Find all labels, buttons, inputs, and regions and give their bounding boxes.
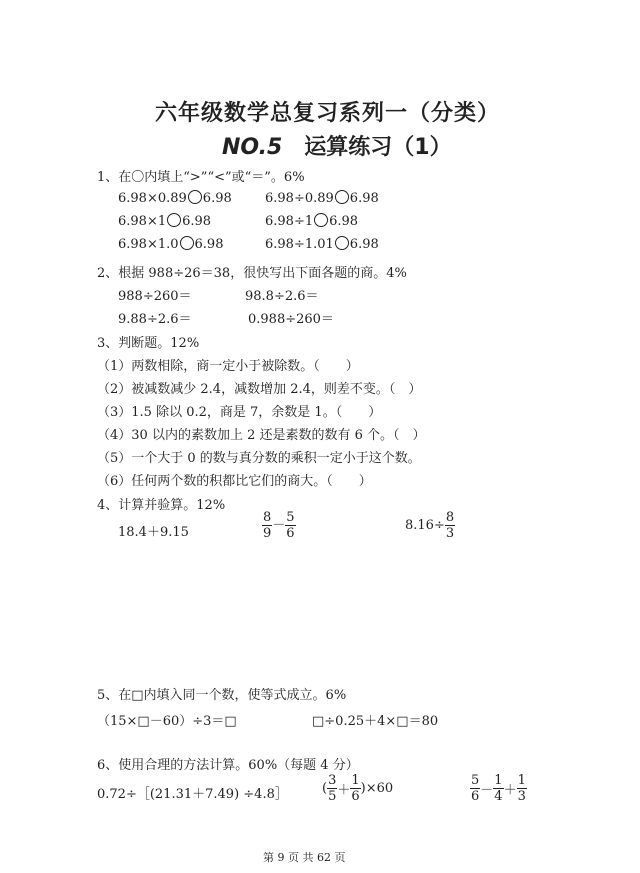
fraction: $\frac{1}{4}$	[494, 773, 503, 804]
answer-circle[interactable]	[335, 190, 349, 204]
q2-item-3: 9.88÷2.6＝	[118, 312, 192, 327]
page-title: 六年级数学总复习系列一（分类）	[155, 101, 501, 126]
q1-item-2: 6.98÷0.89 6.98	[265, 191, 379, 206]
q3-item-6: （6）任何两个数的积都比它们的商大。（ ）	[97, 474, 372, 489]
q1-item-6: 6.98÷1.01 6.98	[265, 237, 379, 252]
page-subtitle	[222, 130, 452, 161]
q1-item-3: 6.98×1 6.98	[118, 214, 212, 229]
q6-expr-3: $\frac{5}{6}$ － $\frac{1}{4}$ ＋ $\frac{1}{3}$	[471, 773, 526, 804]
q4-heading: 4、计算并验算。12%	[97, 498, 226, 513]
fraction: $\frac{5}{6}$	[471, 773, 480, 804]
q4-expr-2: $\frac{8}{9}$ － $\frac{5}{6}$	[263, 510, 295, 541]
q2-item-4: 0.988÷260＝	[248, 312, 334, 327]
fraction: $\frac{5}{6}$	[286, 510, 295, 541]
subtitle-number: NO.5	[222, 135, 283, 160]
answer-circle[interactable]	[335, 236, 349, 250]
q1-item-4: 6.98÷1 6.98	[265, 214, 359, 229]
q3-item-5: （5）一个大于 0 的数与真分数的乘积一定小于这个数。	[97, 451, 421, 466]
q3-item-4: （4）30 以内的素数加上 2 还是素数的数有 6 个。（ ）	[97, 428, 426, 443]
q5-expr-1: （15×□－60）÷3＝□	[97, 714, 237, 729]
fraction: $\frac{3}{5}$	[328, 773, 337, 804]
q1-item-1: 6.98×0.89 6.98	[118, 191, 232, 206]
q5-expr-2: □÷0.25＋4×□＝80	[312, 714, 439, 729]
q5-heading: 5、在□内填入同一个数，使等式成立。6%	[97, 688, 347, 703]
q2-item-2: 98.8÷2.6＝	[245, 289, 319, 304]
q2-item-1: 988÷260＝	[118, 289, 192, 304]
q3-item-1: （1）两数相除，商一定小于被除数。（ ）	[97, 359, 359, 374]
q1-heading: 1、在〇内填上“>”“<”或“＝”。6%	[97, 170, 305, 185]
answer-circle[interactable]	[188, 190, 202, 204]
q3-item-2: （2）被减数减少 2.4，减数增加 2.4，则差不变。（ ）	[97, 382, 422, 397]
q6-expr-1: 0.72÷［(21.31＋7.49) ÷4.8］	[97, 787, 288, 802]
subtitle-name: 运算练习（1）	[304, 135, 452, 160]
answer-circle[interactable]	[167, 213, 181, 227]
q1-item-5: 6.98×1.0 6.98	[118, 237, 224, 252]
q3-heading: 3、判断题。12%	[97, 336, 200, 351]
fraction: $\frac{1}{3}$	[517, 773, 526, 804]
answer-circle[interactable]	[314, 213, 328, 227]
page-footer: 第 9 页 共 62 页	[263, 851, 346, 864]
fraction: $\frac{8}{9}$	[263, 510, 272, 541]
q6-expr-2: ( $\frac{3}{5}$ ＋ $\frac{1}{6}$ )×60	[322, 773, 394, 804]
q4-expr-1: 18.4＋9.15	[118, 525, 189, 540]
q3-item-3: （3）1.5 除以 0.2，商是 7，余数是 1。（ ）	[97, 405, 382, 420]
q6-heading: 6、使用合理的方法计算。60%（每题 4 分）	[97, 758, 359, 773]
fraction: $\frac{1}{6}$	[351, 773, 360, 804]
q4-expr-3: 8.16÷ $\frac{8}{3}$	[405, 510, 455, 541]
answer-circle[interactable]	[180, 236, 194, 250]
fraction: $\frac{8}{3}$	[445, 510, 455, 541]
q2-heading: 2、根据 988÷26＝38，很快写出下面各题的商。4%	[97, 266, 407, 281]
